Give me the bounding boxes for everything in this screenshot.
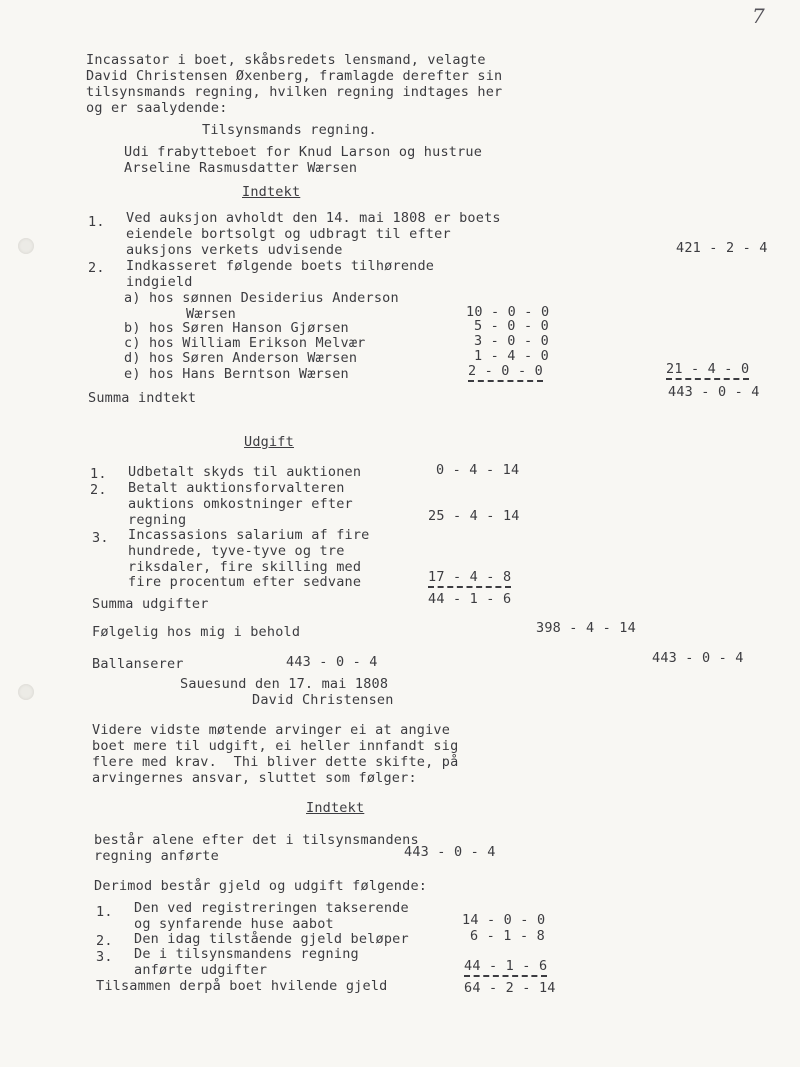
item-line: eiendele bortsolgt og udbragt til efter [126, 226, 451, 242]
debtor-line: d) hos Søren Anderson Wærsen [124, 350, 358, 366]
amount: 44 - 1 - 6 [464, 958, 547, 977]
item-line: De i tilsynsmandens regning [134, 946, 359, 962]
debtor-line: Wærsen [186, 306, 236, 322]
item-line: Udbetalt skyds til auktionen [128, 464, 362, 480]
item-number: 2. [88, 260, 105, 276]
signature: David Christensen [252, 692, 394, 708]
indtekt2-heading: Indtekt [306, 800, 365, 816]
item-line: og synfarende huse aabot [134, 916, 334, 932]
intro-line: tilsynsmands regning, hvilken regning indtages her [86, 84, 503, 100]
behold-label: Følgelig hos mig i behold [92, 624, 301, 640]
bestar-amount: 443 - 0 - 4 [404, 844, 496, 860]
amount: 1 - 4 - 0 [474, 348, 549, 364]
item-number: 3. [96, 949, 113, 965]
indtekt-heading: Indtekt [242, 184, 301, 200]
amount: 14 - 0 - 0 [462, 912, 546, 928]
summa-udgifter-amount: 44 - 1 - 6 [428, 591, 512, 607]
amount: 10 - 0 - 0 [466, 304, 550, 320]
item-number: 2. [90, 482, 107, 498]
debtor-line: a) hos sønnen Desiderius Anderson [124, 290, 399, 306]
item-line: regning [128, 512, 187, 528]
ballanserer-left-amount: 443 - 0 - 4 [286, 654, 378, 670]
amount: 6 - 1 - 8 [470, 928, 545, 944]
debtor-line: e) hos Hans Berntson Wærsen [124, 366, 349, 382]
amount: 0 - 4 - 14 [436, 462, 520, 478]
item-line: Den ved registreringen takserende [134, 900, 409, 916]
amount: 421 - 2 - 4 [676, 240, 768, 256]
item-line: auksjons verkets udvisende [126, 242, 343, 258]
item-line: Den idag tilstående gjeld beløper [134, 931, 409, 947]
item-number: 1. [88, 214, 105, 230]
indgield-total: 21 - 4 - 0 [666, 361, 749, 380]
estate-line: Udi frabytteboet for Knud Larson og hustrue [124, 144, 483, 160]
estate-line: Arseline Rasmusdatter Wærsen [124, 160, 358, 176]
punch-hole [18, 238, 34, 254]
item-line: Indkasseret følgende boets tilhørende [126, 258, 435, 274]
summa-indtekt-label: Summa indtekt [88, 390, 197, 406]
page-number: 7 [752, 4, 765, 28]
bestar-line: består alene efter det i tilsynsmandens [94, 832, 419, 848]
item-line: Betalt auktionsforvalteren [128, 480, 345, 496]
item-line: hundrede, tyve-tyve og tre [128, 543, 345, 559]
debtor-line: c) hos William Erikson Melvær [124, 335, 366, 351]
udgift-heading: Udgift [244, 434, 294, 450]
videre-line: boet mere til udgift, ei heller innfandt sig [92, 738, 459, 754]
summa-udgifter-label: Summa udgifter [92, 596, 209, 612]
item-line: fire procentum efter sedvane [128, 574, 362, 590]
item-line: indgield [126, 274, 193, 290]
ballanserer-label: Ballanserer [92, 656, 184, 672]
amount: 5 - 0 - 0 [474, 318, 549, 334]
item-number: 1. [90, 466, 107, 482]
ballanserer-right-amount: 443 - 0 - 4 [652, 650, 744, 666]
behold-amount: 398 - 4 - 14 [536, 620, 636, 636]
videre-line: flere med krav. Thi bliver dette skifte, på [92, 754, 459, 770]
videre-line: arvingernes ansvar, sluttet som følger: [92, 770, 417, 786]
summa-indtekt-amount: 443 - 0 - 4 [668, 384, 760, 400]
derimod-line: Derimod består gjeld og udgift følgende: [94, 878, 428, 894]
videre-line: Videre vidste møtende arvinger ei at angive [92, 722, 451, 738]
item-number: 3. [92, 530, 109, 546]
amount: 2 - 0 - 0 [468, 363, 543, 382]
intro-line: Incassator i boet, skåbsredets lensmand, velagte [86, 52, 486, 68]
item-line: auktions omkostninger efter [128, 496, 353, 512]
amount: 25 - 4 - 14 [428, 508, 520, 524]
tilsammen-amount: 64 - 2 - 14 [464, 980, 556, 996]
debtor-line: b) hos Søren Hanson Gjørsen [124, 320, 349, 336]
intro-line: David Christensen Øxenberg, framlagde derefter sin [86, 68, 503, 84]
amount: 17 - 4 - 8 [428, 569, 511, 588]
tilsammen-label: Tilsammen derpå boet hvilende gjeld [96, 978, 388, 994]
item-line: riksdaler, fire skilling med [128, 559, 362, 575]
item-line: Incassasions salarium af fire [128, 527, 370, 543]
item-line: Ved auksjon avholdt den 14. mai 1808 er boets [126, 210, 501, 226]
amount: 3 - 0 - 0 [474, 333, 549, 349]
regning-title: Tilsynsmands regning. [202, 122, 377, 138]
bestar-line: regning anførte [94, 848, 219, 864]
item-line: anførte udgifter [134, 962, 268, 978]
intro-line: og er saalydende: [86, 100, 228, 116]
item-number: 2. [96, 933, 113, 949]
place-date: Sauesund den 17. mai 1808 [180, 676, 389, 692]
item-number: 1. [96, 904, 113, 920]
punch-hole [18, 684, 34, 700]
